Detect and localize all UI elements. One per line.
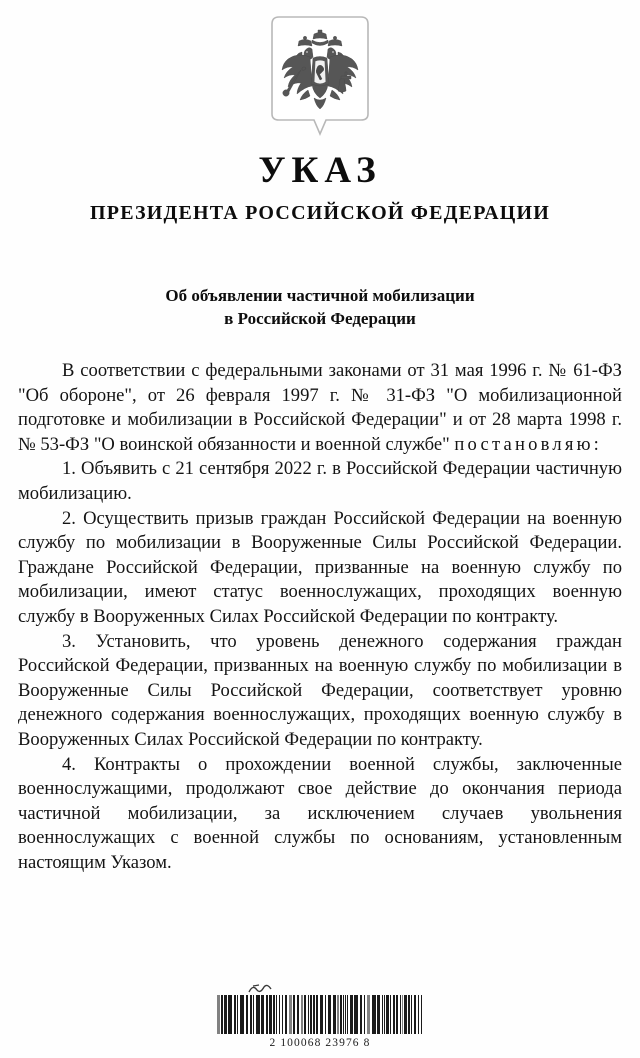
preamble-text: В соответствии с федеральными законами от 31 мая 1996 г. № 61-ФЗ "Об обороне", от 26 февраля 1997 г. № 31-ФЗ "О мобилизационной подготовке и мобилизации в Российской Федерации" и от 28 марта 1998 г. № 53-ФЗ "О воинской обязанности и военной службе" (18, 360, 622, 455)
decree-heading-line-2: в Российской Федерации (224, 309, 416, 328)
decree-heading (70, 284, 570, 330)
clause-3: 3. Установить, что уровень денежного содержания граждан Российской Федерации, призванных на военную службу по мобилизации в Вооруженные Силы Российской Федерации, соответствует уровню денежного содержания военнослужащих, проходящих военную службу в Вооруженных Силах Российской Федерации по контракту. (18, 630, 622, 750)
preamble-decree-verb: постановляю: (454, 433, 603, 455)
title-block (0, 152, 640, 223)
clause-4: 4. Контракты о прохождении военной службы, заключенные военнослужащими, продолжают свое действие до окончания периода частичной мобилизации, за исключением случаев увольнения военнослужащих с военной службы по основаниям, установленным настоящим Указом. (18, 753, 622, 873)
clause-1: 1. Объявить с 21 сентября 2022 г. в Российской Федерации частичную мобилизацию. (18, 458, 622, 504)
decree-body (18, 359, 622, 875)
clause-2: 2. Осуществить призыв граждан Российской Федерации на военную службу по мобилизации в Вооруженные Силы Российской Федерации. Граждане Российской Федерации, призванные на военную службу по мобилизации, имеют статус военнослужащих, проходящих военную службу в Вооруженных Силах Российской Федерации по контракту. (18, 507, 622, 627)
barcode-digits: 2 100068 23976 8 (269, 1037, 371, 1049)
handwritten-mark-icon (247, 982, 273, 994)
barcode-block (0, 982, 640, 1049)
coat-of-arms-icon (268, 14, 372, 140)
document-title: УКАЗ (258, 150, 382, 191)
emblem-container (0, 14, 640, 140)
preamble-paragraph (18, 359, 622, 457)
decree-heading-line-1: Об объявлении частичной мобилизации (165, 286, 475, 305)
issuing-authority: ПРЕЗИДЕНТА РОССИЙСКОЙ ФЕДЕРАЦИИ (90, 202, 550, 224)
barcode-image (217, 995, 424, 1034)
